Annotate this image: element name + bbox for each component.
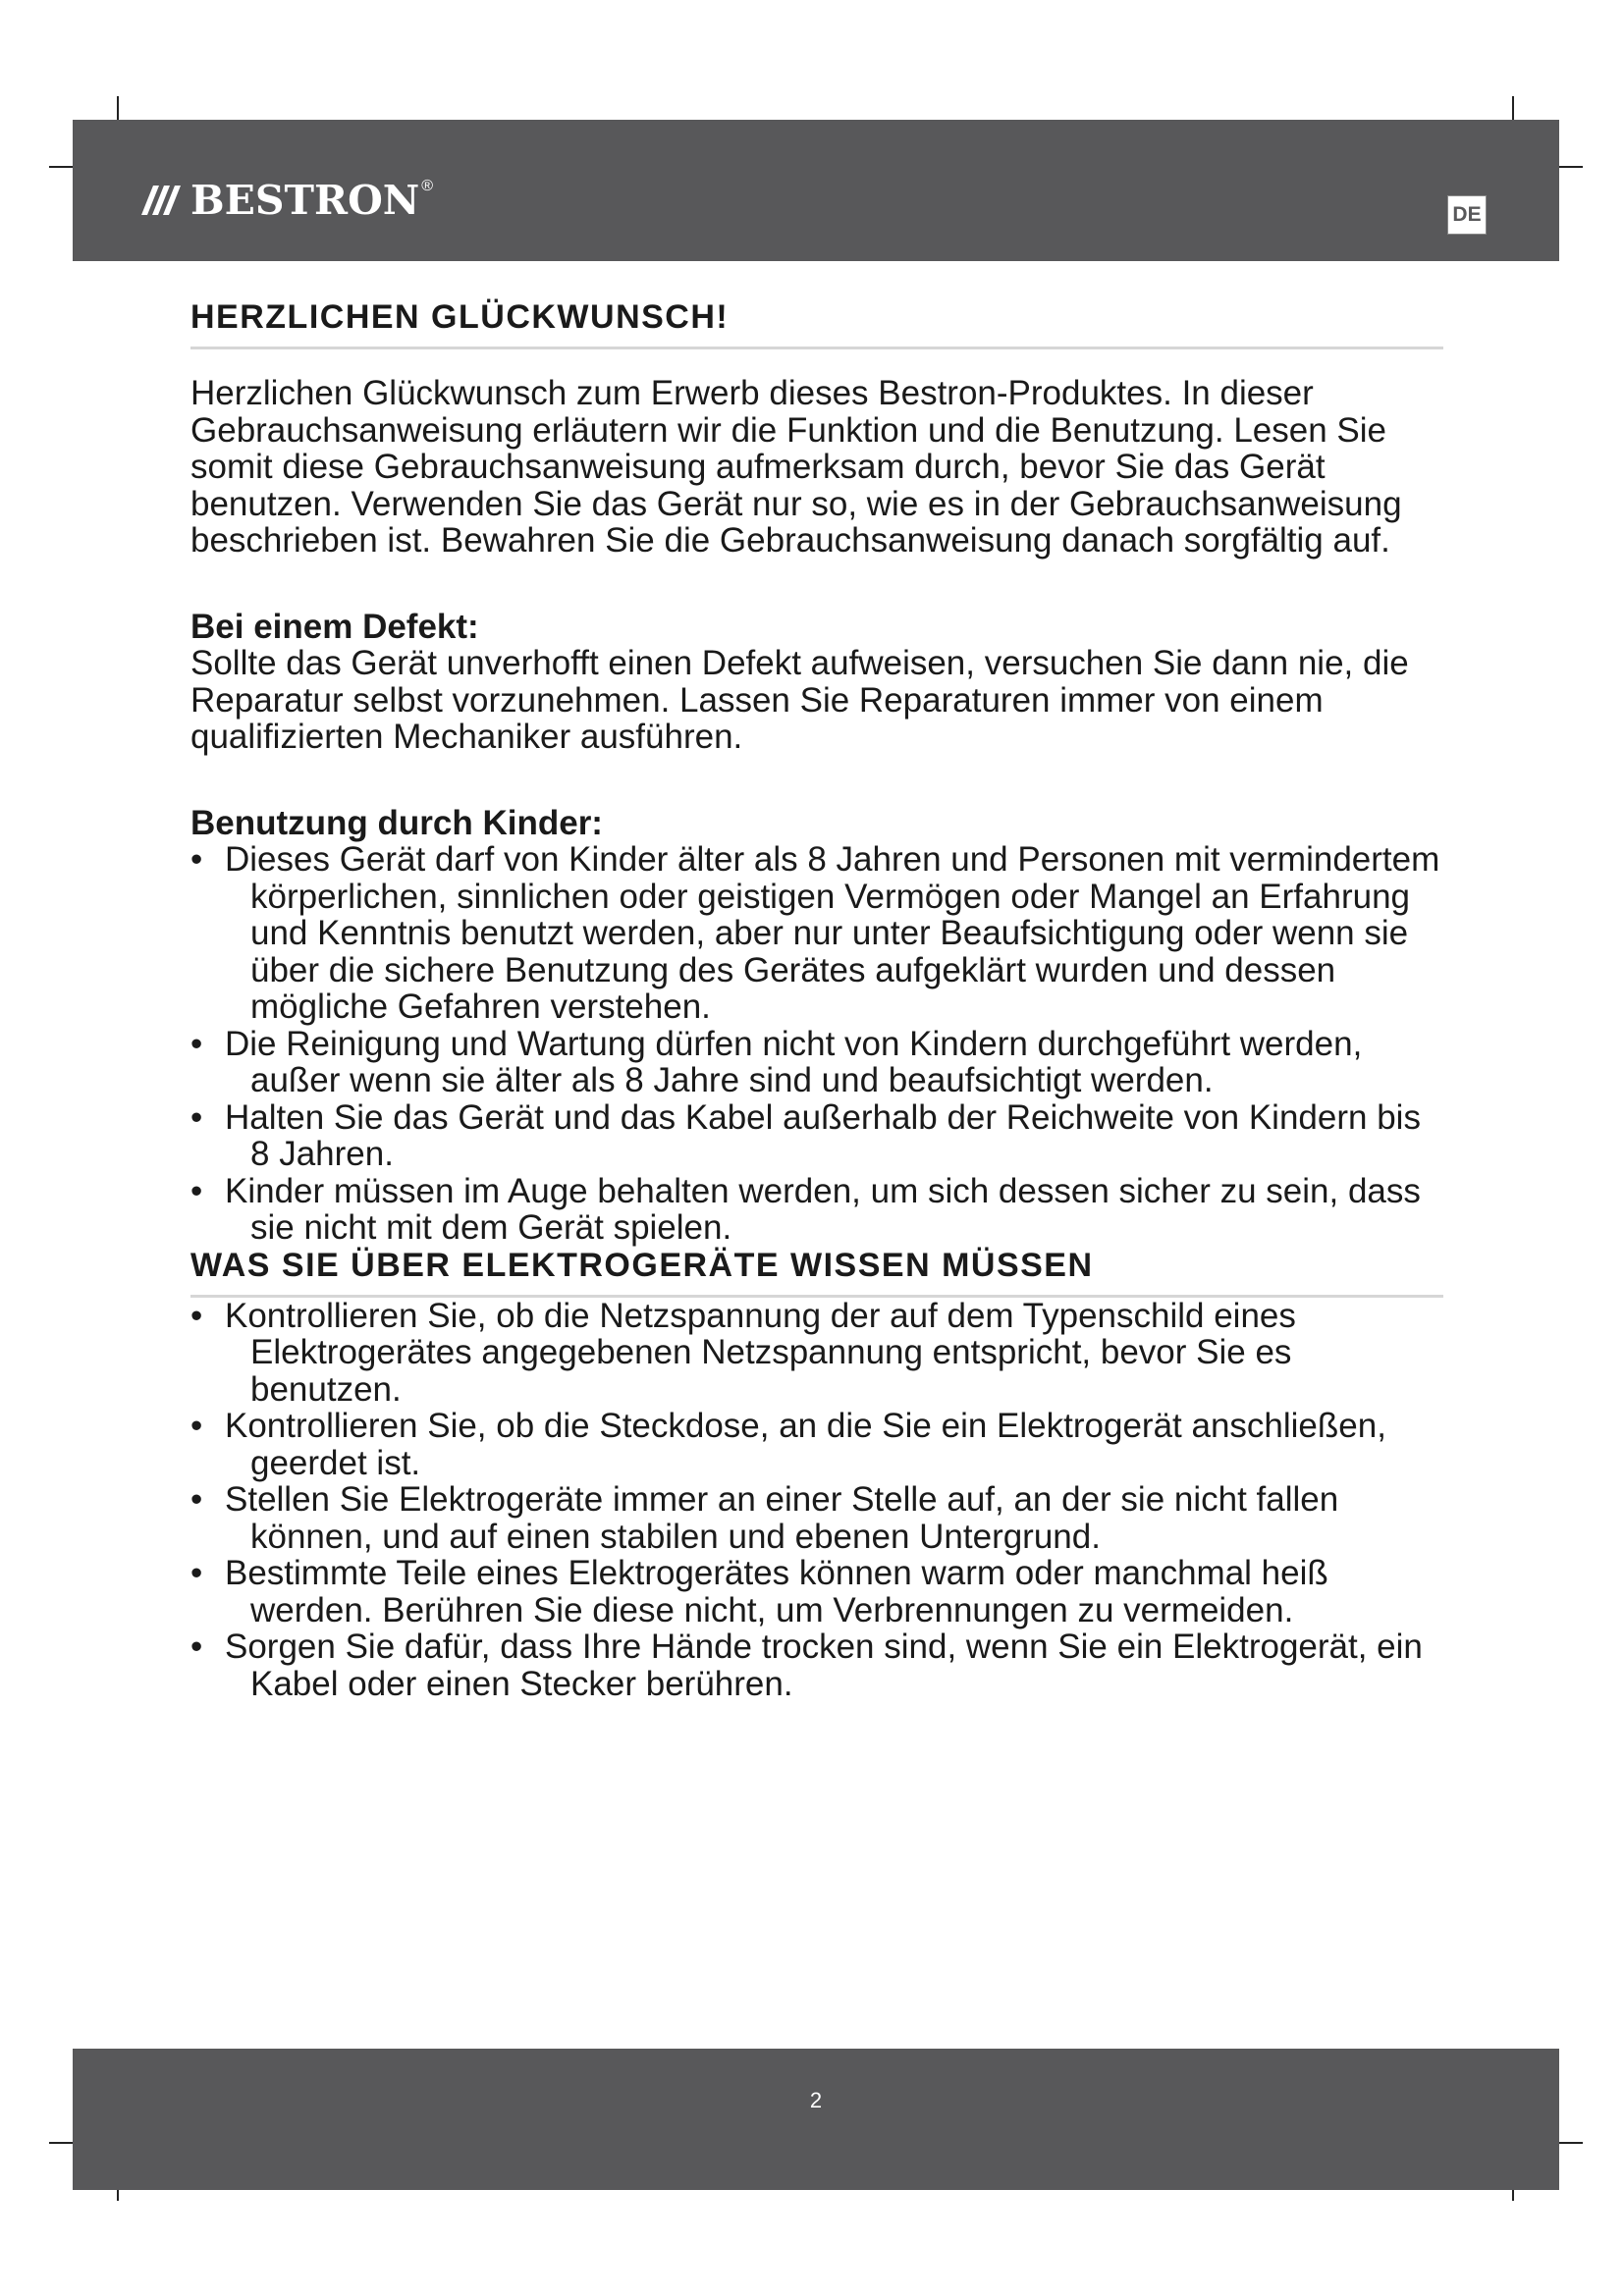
- brand-chevrons-icon: [139, 184, 183, 217]
- list-item: • Bestimmte Teile eines Elektrogerätes können warm oder manchmal heiß werden. Berühren Sie diese nicht, um Verbrennungen zu vermeiden.: [190, 1554, 1328, 1629]
- defect-paragraph: Sollte das Gerät unverhofft einen Defekt aufweisen, versuchen Sie dann nie, die Reparatur selbst vorzunehmen. Lassen Sie Reparaturen immer von einem qualifizierten Mechaniker ausführen.: [190, 644, 1409, 756]
- registered-mark: ®: [421, 178, 434, 194]
- brand-logo: [139, 177, 433, 224]
- language-badge: DE: [1447, 195, 1487, 235]
- page-content: [190, 298, 1443, 1702]
- footer-band: [73, 2049, 1559, 2190]
- list-item: • Dieses Gerät darf von Kinder älter als 8 Jahren und Personen mit vermindertem körperlichen, sinnlichen oder geistigen Vermögen oder Mangel an Erfahrung und Kenntnis benutzt werden, aber nur unter Beaufsichtigung oder wenn sie über die sichere Benutzung des Gerätes aufgeklärt wurden und dessen mögliche Gefahren verstehen.: [190, 840, 1440, 1026]
- defect-heading: Bei einem Defekt:: [190, 607, 479, 646]
- list-item: • Die Reinigung und Wartung dürfen nicht von Kindern durchgeführt werden, außer wenn sie älter als 8 Jahre sind und beaufsichtigt werden.: [190, 1024, 1363, 1099]
- list-item: • Kontrollieren Sie, ob die Netzspannung der auf dem Typenschild eines Elektrogerätes angegebenen Netzspannung entspricht, bevor Sie es benutzen.: [190, 1296, 1296, 1409]
- section-title-electrical: WAS SIE ÜBER ELEKTROGERÄTE WISSEN MÜSSEN: [190, 1247, 1443, 1298]
- list-item: • Sorgen Sie dafür, dass Ihre Hände trocken sind, wenn Sie ein Elektrogerät, ein Kabel oder einen Stecker berühren.: [190, 1628, 1423, 1703]
- section-title-congratulations: HERZLICHEN GLÜCKWUNSCH!: [190, 298, 1443, 349]
- defect-block: [190, 609, 1443, 756]
- children-list: [190, 841, 1443, 1247]
- list-item: • Kontrollieren Sie, ob die Steckdose, an die Sie ein Elektrogerät anschließen, geerdet ist.: [190, 1407, 1386, 1482]
- page-number: 2: [809, 2088, 823, 2112]
- brand-name: BESTRON: [190, 177, 420, 224]
- list-item: • Kinder müssen im Auge behalten werden, um sich dessen sicher zu sein, dass sie nicht mit dem Gerät spielen.: [190, 1171, 1421, 1247]
- children-heading: Benutzung durch Kinder:: [190, 803, 603, 842]
- header-band: [73, 120, 1559, 261]
- children-block: [190, 805, 1443, 1247]
- list-item: • Stellen Sie Elektrogeräte immer an einer Stelle auf, an der sie nicht fallen können, und auf einen stabilen und ebenen Untergrund.: [190, 1480, 1339, 1556]
- electrical-list: [190, 1298, 1443, 1703]
- intro-paragraph: Herzlichen Glückwunsch zum Erwerb dieses Bestron-Produktes. In dieser Gebrauchsanweisung erläutern wir die Funktion und die Benutzung. Lesen Sie somit diese Gebrauchsanweisung aufmerksam durch, bevor Sie das Gerät benutzen. Verwenden Sie das Gerät nur so, wie es in der Gebrauchsanweisung beschrieben ist. Bewahren Sie die Gebrauchsanweisung danach sorgfältig auf.: [190, 374, 1402, 560]
- list-item: • Halten Sie das Gerät und das Kabel außerhalb der Reichweite von Kindern bis 8 Jahren.: [190, 1097, 1421, 1173]
